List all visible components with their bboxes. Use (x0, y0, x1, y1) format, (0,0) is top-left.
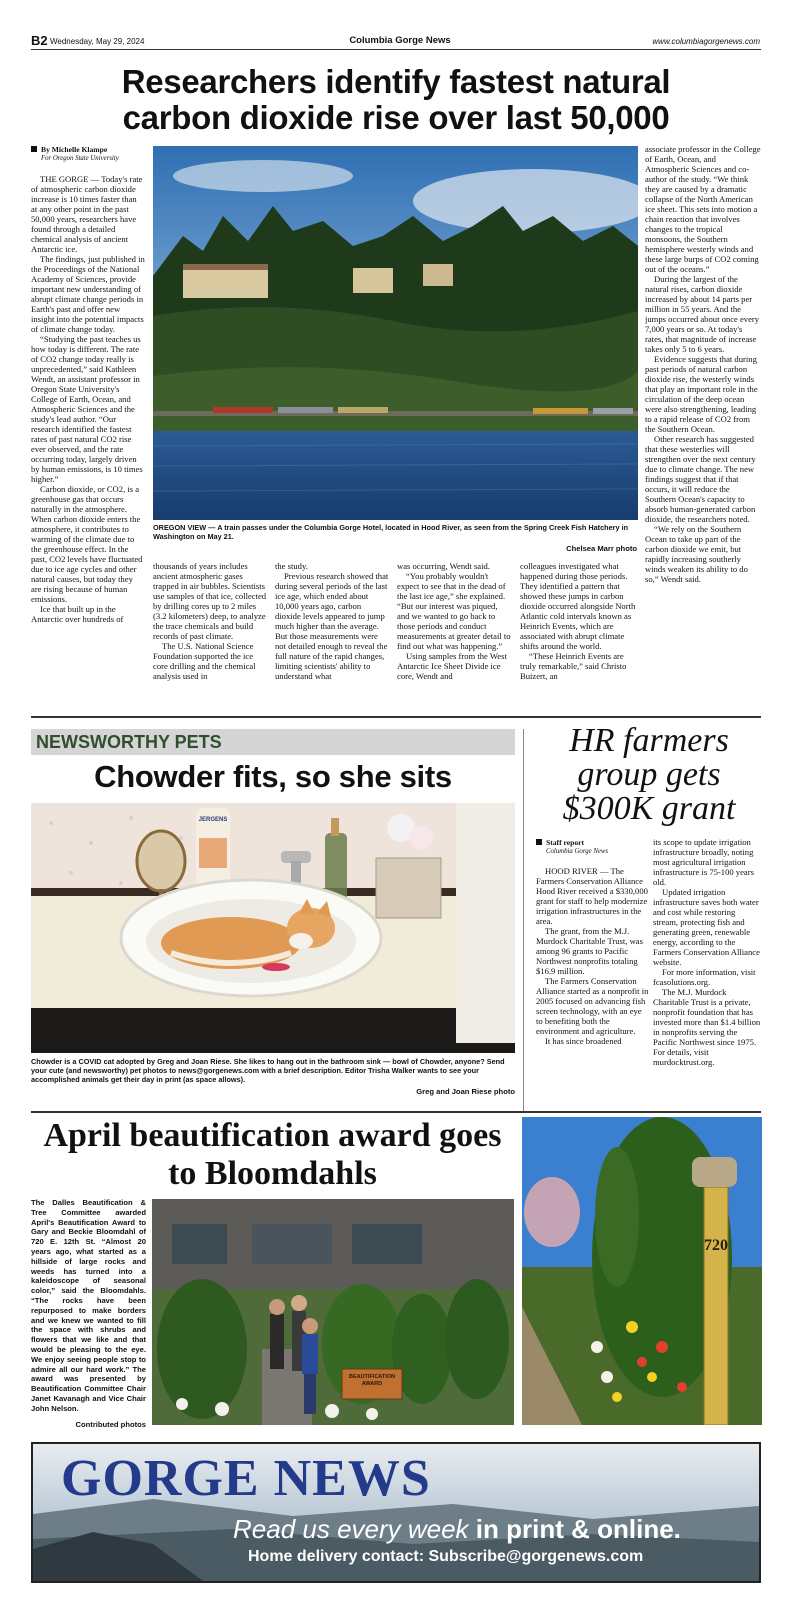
award-body: The Dalles Beautification & Tree Committee awarded April's Beautification Award to Gary and Beckie Bloomdahl of 720 E. 12th St. “Almost 20 years ago, what started as a hillside of large rocks and weeds has turned into a kaleidoscope of seasonal color,” said the Bloomdahls. “The rocks have been repurposed to make borders and we knew we wanted to fill the space with shrubs and flowers that we like and that would be pleasing to the eye. We enjoy seeing people stop to admire all our hard work.” The award was presented by Beautification Committee Chair Janet Kavanagh and Vice Chair John Nelson. (31, 1198, 146, 1413)
award-headline: April beautification award goes to Bloomdahls (43, 1117, 502, 1192)
ad-tagline-bold: in print & online. (475, 1514, 681, 1544)
paragraph: colleagues investigated what happened during those periods. They identified a pattern that showed these jumps in carbon dioxide occurred alongside North Atlantic cold intervals known as Heinrich Events, which are associated with abrupt climate shifts around the world. (520, 561, 636, 651)
paragraph: “We rely on the Southern Ocean to take up part of the carbon dioxide we emit, but rapidly increasing southerly winds weaken its ability to do so,” Wendt said. (645, 524, 748, 584)
carbon-byline (31, 145, 146, 163)
paragraph: “Studying the past teaches us how today is different. The rate of CO2 change today really is unprecedented,” said Kathleen Wendt, an assistant professor in Oregon State University's College of Earth, Ocean, and Atmospheric Sciences and the study's lead author. “Our research identified the fastest rates of past natural CO2 rise ever observed, and the rate occurring today, largely driven by human emissions, is 10 times higher.” (31, 334, 143, 484)
page-number: B2 (31, 33, 48, 48)
paragraph: The findings, just published in the Proceedings of the National Academy of Sciences, provide important new understanding of abrupt climate change periods in Earth's past and offer new insight into the potential impacts of climate change today. (31, 254, 145, 334)
carbon-col-1 (31, 174, 145, 713)
paragraph: HOOD RIVER — The Farmers Conservation Alliance Hood River received a $330,000 grant for staff to help modernize irrigation infrastructures in the area. (536, 866, 648, 926)
chowder-credit: Greg and Joan Riese photo (416, 1087, 515, 1096)
carbon-col-6 (645, 144, 761, 674)
header-rule (31, 49, 761, 50)
oregon-view-credit: Chelsea Marr photo (566, 544, 637, 553)
house-number: 720 (704, 1237, 728, 1254)
paragraph: “You probably wouldn't expect to see that in the dead of the last ice age,” she explained. “But our interest was piqued, and we wanted to go back to those periods and conduct measurements at greater detail to find out what was happening.” (397, 571, 511, 651)
pets-headline: Chowder fits, so she sits (94, 759, 452, 794)
carbon-byline-name: By Michelle Klampe (41, 145, 108, 154)
paragraph: During the largest of the natural rises, carbon dioxide increased by about 14 parts per million in 55 years. And the jumps occurred about once every 7,000 years or so. At today's rates, that magnitude of increase takes only 5 to 6 years. (645, 274, 760, 354)
paragraph: The grant, from the M.J. Murdock Charitable Trust, was among 96 grants to Pacific Northwest nonprofits totaling $16.9 million. (536, 926, 643, 976)
paragraph: Previous research showed that during several periods of the last ice age, which ended about 10,000 years ago, carbon dioxide levels appeared to jump much higher than the average. But those measurements were not detailed enough to reveal the full nature of the rapid changes, limiting scientists' ability to understand what (275, 571, 389, 681)
award-credit: Contributed photos (75, 1420, 146, 1429)
bloomdahl-photo (152, 1199, 514, 1425)
paragraph: THE GORGE — Today's rate of atmospheric carbon dioxide increase is 10 times faster than at any other point in the past 50,000 years, researchers have found through a detailed chemical analysis of ancient Antarctic ice. (31, 174, 143, 254)
oregon-view-caption: OREGON VIEW — A train passes under the Columbia Gorge Hotel, located in Hood River, as seen from the Spring Creek Fish Hatchery in Washington on May 21. (153, 523, 629, 541)
carbon-col-2 (153, 561, 267, 713)
oregon-view-photo (153, 146, 638, 520)
carbon-headline: Researchers identify fastest natural carbon dioxide rise over last 50,000 (121, 63, 671, 136)
paragraph: the study. (275, 561, 308, 571)
chowder-photo (31, 803, 515, 1053)
hr-col-2 (653, 837, 762, 1111)
column-divider (523, 729, 524, 1111)
paragraph: The M.J. Murdock Charitable Trust is a private, nonprofit foundation that has invested more than $1.4 billion in nonprofits serving the Pacific Northwest since 1975. For details, visit murdocktrust.org. (653, 987, 761, 1067)
paragraph: The U.S. National Science Foundation supported the ice core drilling and the chemical analysis used in (153, 641, 256, 681)
award-sign: BEAUTIFICATION AWARD (348, 1374, 396, 1387)
hr-byline-org: Columbia Gorge News (546, 848, 609, 855)
hr-col-1 (536, 866, 649, 1111)
paragraph: associate professor in the College of Earth, Ocean, and Atmospheric Sciences and co-author of the study. “We think they are caused by a dramatic collapse of the North American ice sheet. This sets into motion a chain reaction that involves changes to the tropical monsoons, the Southern hemisphere westerly winds and these large burps of CO2 coming out of the oceans.” (645, 144, 761, 274)
carbon-byline-org: For Oregon State University (41, 155, 119, 162)
paper-url[interactable]: www.columbiagorgenews.com (652, 37, 760, 46)
paragraph: Other research has suggested that these westerlies will strengthen over the next century due to climate change. The new findings suggest that if that occurs, it will reduce the Southern Ocean's capacity to absorb human-generated carbon dioxide, the researchers noted. (645, 434, 756, 524)
pets-kicker: NEWSWORTHY PETS (31, 729, 515, 755)
hr-byline-name: Staff report (546, 838, 585, 847)
lotion-label: JERGENS (198, 817, 228, 823)
paragraph: For more information, visit fcasolutions.org. (653, 967, 756, 987)
paper-name: Columbia Gorge News (349, 35, 451, 46)
section-divider (31, 1111, 761, 1113)
hr-byline (536, 838, 646, 856)
carbon-col-3 (275, 561, 389, 713)
paragraph: its scope to update irrigation infrastructure broadly, noting most agricultural irrigation infrastructure is 75-100 years old. (653, 837, 754, 887)
paragraph: Updated irrigation infrastructure saves both water and cost while restoring stream, protecting fish and generating green, renewable energy, according to the Farmers Conservation Alliance website. (653, 887, 760, 967)
carbon-col-4 (397, 561, 511, 713)
ad-brand: GORGE NEWS (61, 1450, 431, 1507)
chowder-caption: Chowder is a COVID cat adopted by Greg and Joan Riese. She likes to hang out in the bathroom sink — bowl of Chowder, anyone? Send your cute (and newsworthy) pet photos to news@gorgenews.com with a brief description. Editor Trisha Walker wants to see your accomplished animals get their day in print (as space allows). (31, 1057, 505, 1084)
mailbox-photo (522, 1117, 762, 1425)
section-divider (31, 716, 761, 718)
paragraph: It has since broadened (545, 1036, 622, 1046)
ad-delivery[interactable]: Home delivery contact: Subscribe@gorgenews.com (248, 1548, 644, 1565)
paragraph: was occurring, Wendt said. (397, 561, 490, 571)
ad-tagline (233, 1514, 681, 1544)
paragraph: thousands of years includes ancient atmospheric gases trapped in air bubbles. Scientists use samples of that ice, collected by drilling cores up to 2 miles (3.2 kilometers) deep, to analyze the trace chemicals and build records of past climate. (153, 561, 267, 641)
hr-headline: HR farmers group gets $300K grant (562, 722, 736, 827)
paragraph: “These Heinrich Events are truly remarkable,” said Christo Buizert, an (520, 651, 627, 681)
paragraph: Using samples from the West Antarctic Ice Sheet Divide ice core, Wendt and (397, 651, 507, 681)
issue-date: Wednesday, May 29, 2024 (50, 37, 145, 46)
carbon-col-5 (520, 561, 637, 713)
ad-tagline-light: Read us every week (233, 1514, 469, 1544)
paragraph: Evidence suggests that during past periods of natural carbon dioxide rise, the westerly winds that play an important role in the circulation of the deep ocean were also strengthening, leading to a rapid release of CO2 from the Southern Ocean. (645, 354, 758, 434)
paragraph: The Farmers Conservation Alliance started as a nonprofit in 2005 focused on advancing fish screen technology, with an eye to benefiting both the environment and agriculture. (536, 976, 649, 1036)
paragraph: Ice that built up in the Antarctic over hundreds of (31, 604, 124, 624)
paragraph: Carbon dioxide, or CO2, is a greenhouse gas that occurs naturally in the atmosphere. When carbon dioxide enters the atmosphere, it contributes to warming of the climate due to the greenhouse effect. In the past, CO2 levels have fluctuated due to ice age cycles and other natural causes, but today they are rising because of human emissions. (31, 484, 143, 604)
gorge-news-ad[interactable] (31, 1442, 761, 1583)
